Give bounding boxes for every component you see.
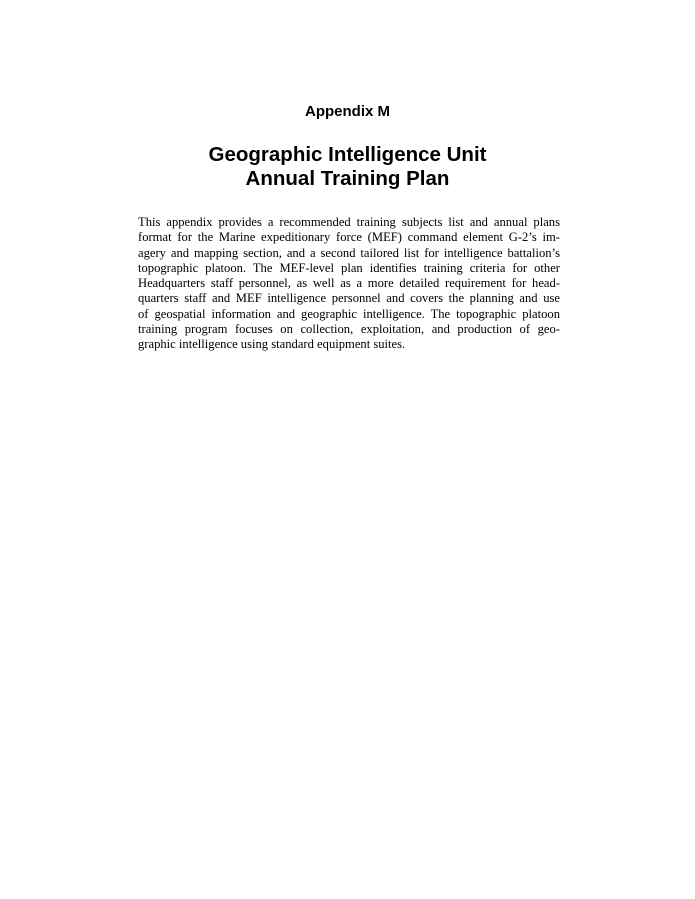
title-line: Geographic Intelligence Unit [208, 143, 487, 166]
paragraph-line: graphic intelligence using standard equipment suites. [138, 337, 406, 352]
paragraph-line: topographic platoon. The MEF-level plan identifies training criteria for other [138, 260, 560, 275]
paragraph-line: This appendix provides a recommended training subjects list and annual plans [138, 215, 560, 229]
page-title [0, 143, 695, 191]
paragraph-line: Headquarters staff personnel, as well as a more detailed requirement for head- [138, 276, 560, 291]
paragraph-line: quarters staff and MEF intelligence personnel and covers the planning and use [138, 291, 560, 306]
title-line: Annual Training Plan [245, 167, 450, 190]
paragraph-line: format for the Marine expeditionary force (MEF) command element G-2’s im- [138, 230, 560, 245]
paragraph-line: of geospatial information and geographic intelligence. The topographic platoon [138, 306, 560, 321]
paragraph-line: training program focuses on collection, exploitation, and production of geo- [138, 322, 560, 337]
body-paragraph [138, 215, 560, 353]
paragraph-line: agery and mapping section, and a second tailored list for intelligence battalion’s [138, 245, 560, 260]
appendix-label: Appendix M [305, 103, 390, 120]
